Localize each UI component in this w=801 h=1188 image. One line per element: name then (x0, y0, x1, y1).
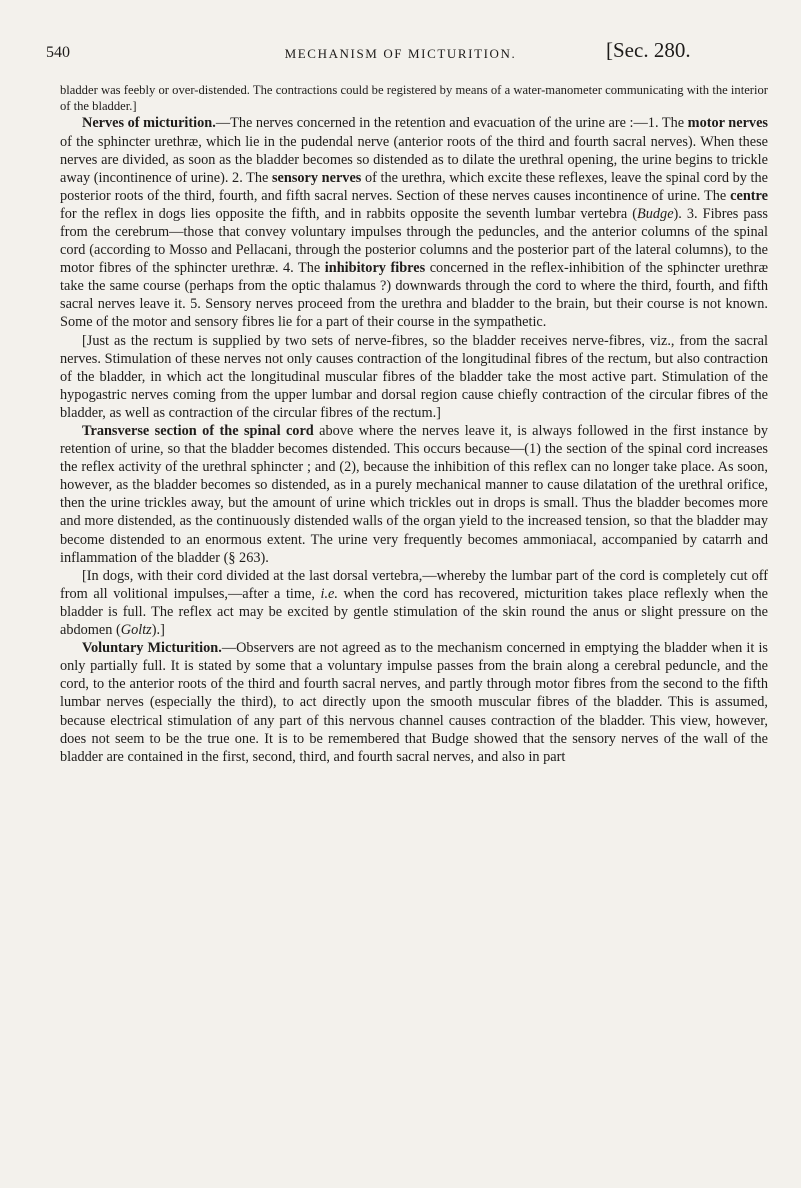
paragraph-transverse-section: Transverse section of the spinal cord above where the nerves leave it, is always followed in the first instance by retention of urine, so that the bladder becomes distended. This occurs because—(1) the section of the spinal cord increases the reflex activity of the urethral sphincter ; and (2), because the inhibition of this reflex can no longer take place. As soon, however, as the bladder becomes so distended, as in a purely mechanical manner to cause dilatation of the urethral orifice, then the urine trickles away, but the amount of urine which trickles out in drops is small. Thus the bladder becomes more and more distended, as the continuously distended walls of the organ yield to the increased tension, so that the bladder may become distended to an enormous extent. The urine very frequently becomes ammoniacal, accompanied by catarrh and inflammation of the bladder (§ 263). (60, 423, 768, 566)
paragraph-rectum-nerve-supply: [Just as the rectum is supplied by two sets of nerve-fibres, so the bladder receives nerve-fibres, viz., from the sacral nerves. Stimulation of these nerves not only causes contraction of the longitudinal fibres of the rectum, but also contraction of the bladder, in which act the longitudinal muscular fibres of the bladder take the most active part. Stimulation of the hypogastric nerves coming from the upper lumbar and dorsal region cause chiefly contraction of the circular fibres of the bladder, as well as contraction of the circular fibres of the rectum.] (60, 332, 768, 421)
running-title: MECHANISM OF MICTURITION. (284, 46, 517, 61)
paragraph-voluntary-micturition: Voluntary Micturition.—Observers are not agreed as to the mechanism concerned in emptying the bladder when it is only partially full. It is stated by some that a voluntary impulse passes from the brain along a cerebral peduncle, and the cord, to the anterior roots of the third and fourth sacral nerves, and partly through motor fibres from the second to the fifth lumbar nerves (especially the third), to act directly upon the smooth muscular fibres of the bladder. This is assumed, because electrical stimulation of any part of this nervous channel causes contraction of the bladder. This view, however, does not seem to be the true one. It is to be remembered that Budge showed that the sensory nerves of the wall of the bladder are contained in the first, second, third, and fourth sacral nerves, and also in part (60, 640, 768, 765)
heading-nerves-of-micturition: Nerves of micturition. (82, 115, 216, 132)
page-number: 540 (46, 44, 70, 61)
paragraph-bladder-contractions: bladder was feebly or over-distended. The contractions could be registered by means of a water-manometer communicating with the interior of the bladder.] (60, 83, 768, 114)
page-header (0, 38, 801, 74)
paragraph-nerves-of-micturition: Nerves of micturition.—The nerves concerned in the retention and evacuation of the urine are :—1. The motor nerves of the sphincter urethræ, which lie in the pudendal nerve (anterior roots of the third and fourth sacral nerves). When these nerves are divided, as soon as the bladder becomes so distended as to dilate the urethral opening, the urine begins to trickle away (incontinence of urine). 2. The sensory nerves of the urethra, which excite these reflexes, leave the spinal cord by the posterior roots of the third, fourth, and fifth sacral nerves. Section of these nerves causes incontinence of urine. The centre for the reflex in dogs lies opposite the fifth, and in rabbits opposite the seventh lumbar vertebra (Budge). 3. Fibres pass from the cerebrum—those that convey voluntary impulses through the peduncles, and the anterior columns of the spinal cord (according to Mosso and Pellacani, through the posterior columns and the posterior part of the lateral columns), to the motor fibres of the sphincter urethræ. 4. The inhibitory fibres concerned in the reflex-inhibition of the sphincter urethræ take the same course (perhaps from the optic thalamus ?) downwards through the cord to where the third, fourth, and fifth sacral nerves leave it. 5. Sensory nerves proceed from the urethra and bladder to the brain, but their course is not known. Some of the motor and sensory fibres lie for a part of their course in the sympathetic. (60, 115, 768, 331)
body-text (60, 82, 768, 766)
paragraph-dogs-experiment: [In dogs, with their cord divided at the last dorsal vertebra,—whereby the lumbar part of the cord is completely cut off from all volitional impulses,—after a time, i.e. when the cord has recovered, micturition takes place reflexly when the bladder is full. The reflex act may be excited by gentle stimulation of the skin round the anus or slight pressure on the abdomen (Goltz).] (60, 567, 768, 639)
section-reference: [Sec. 280. (606, 38, 691, 62)
heading-transverse-section: Transverse section of the spinal cord (82, 423, 314, 439)
heading-voluntary-micturition: Voluntary Micturition. (82, 640, 222, 657)
